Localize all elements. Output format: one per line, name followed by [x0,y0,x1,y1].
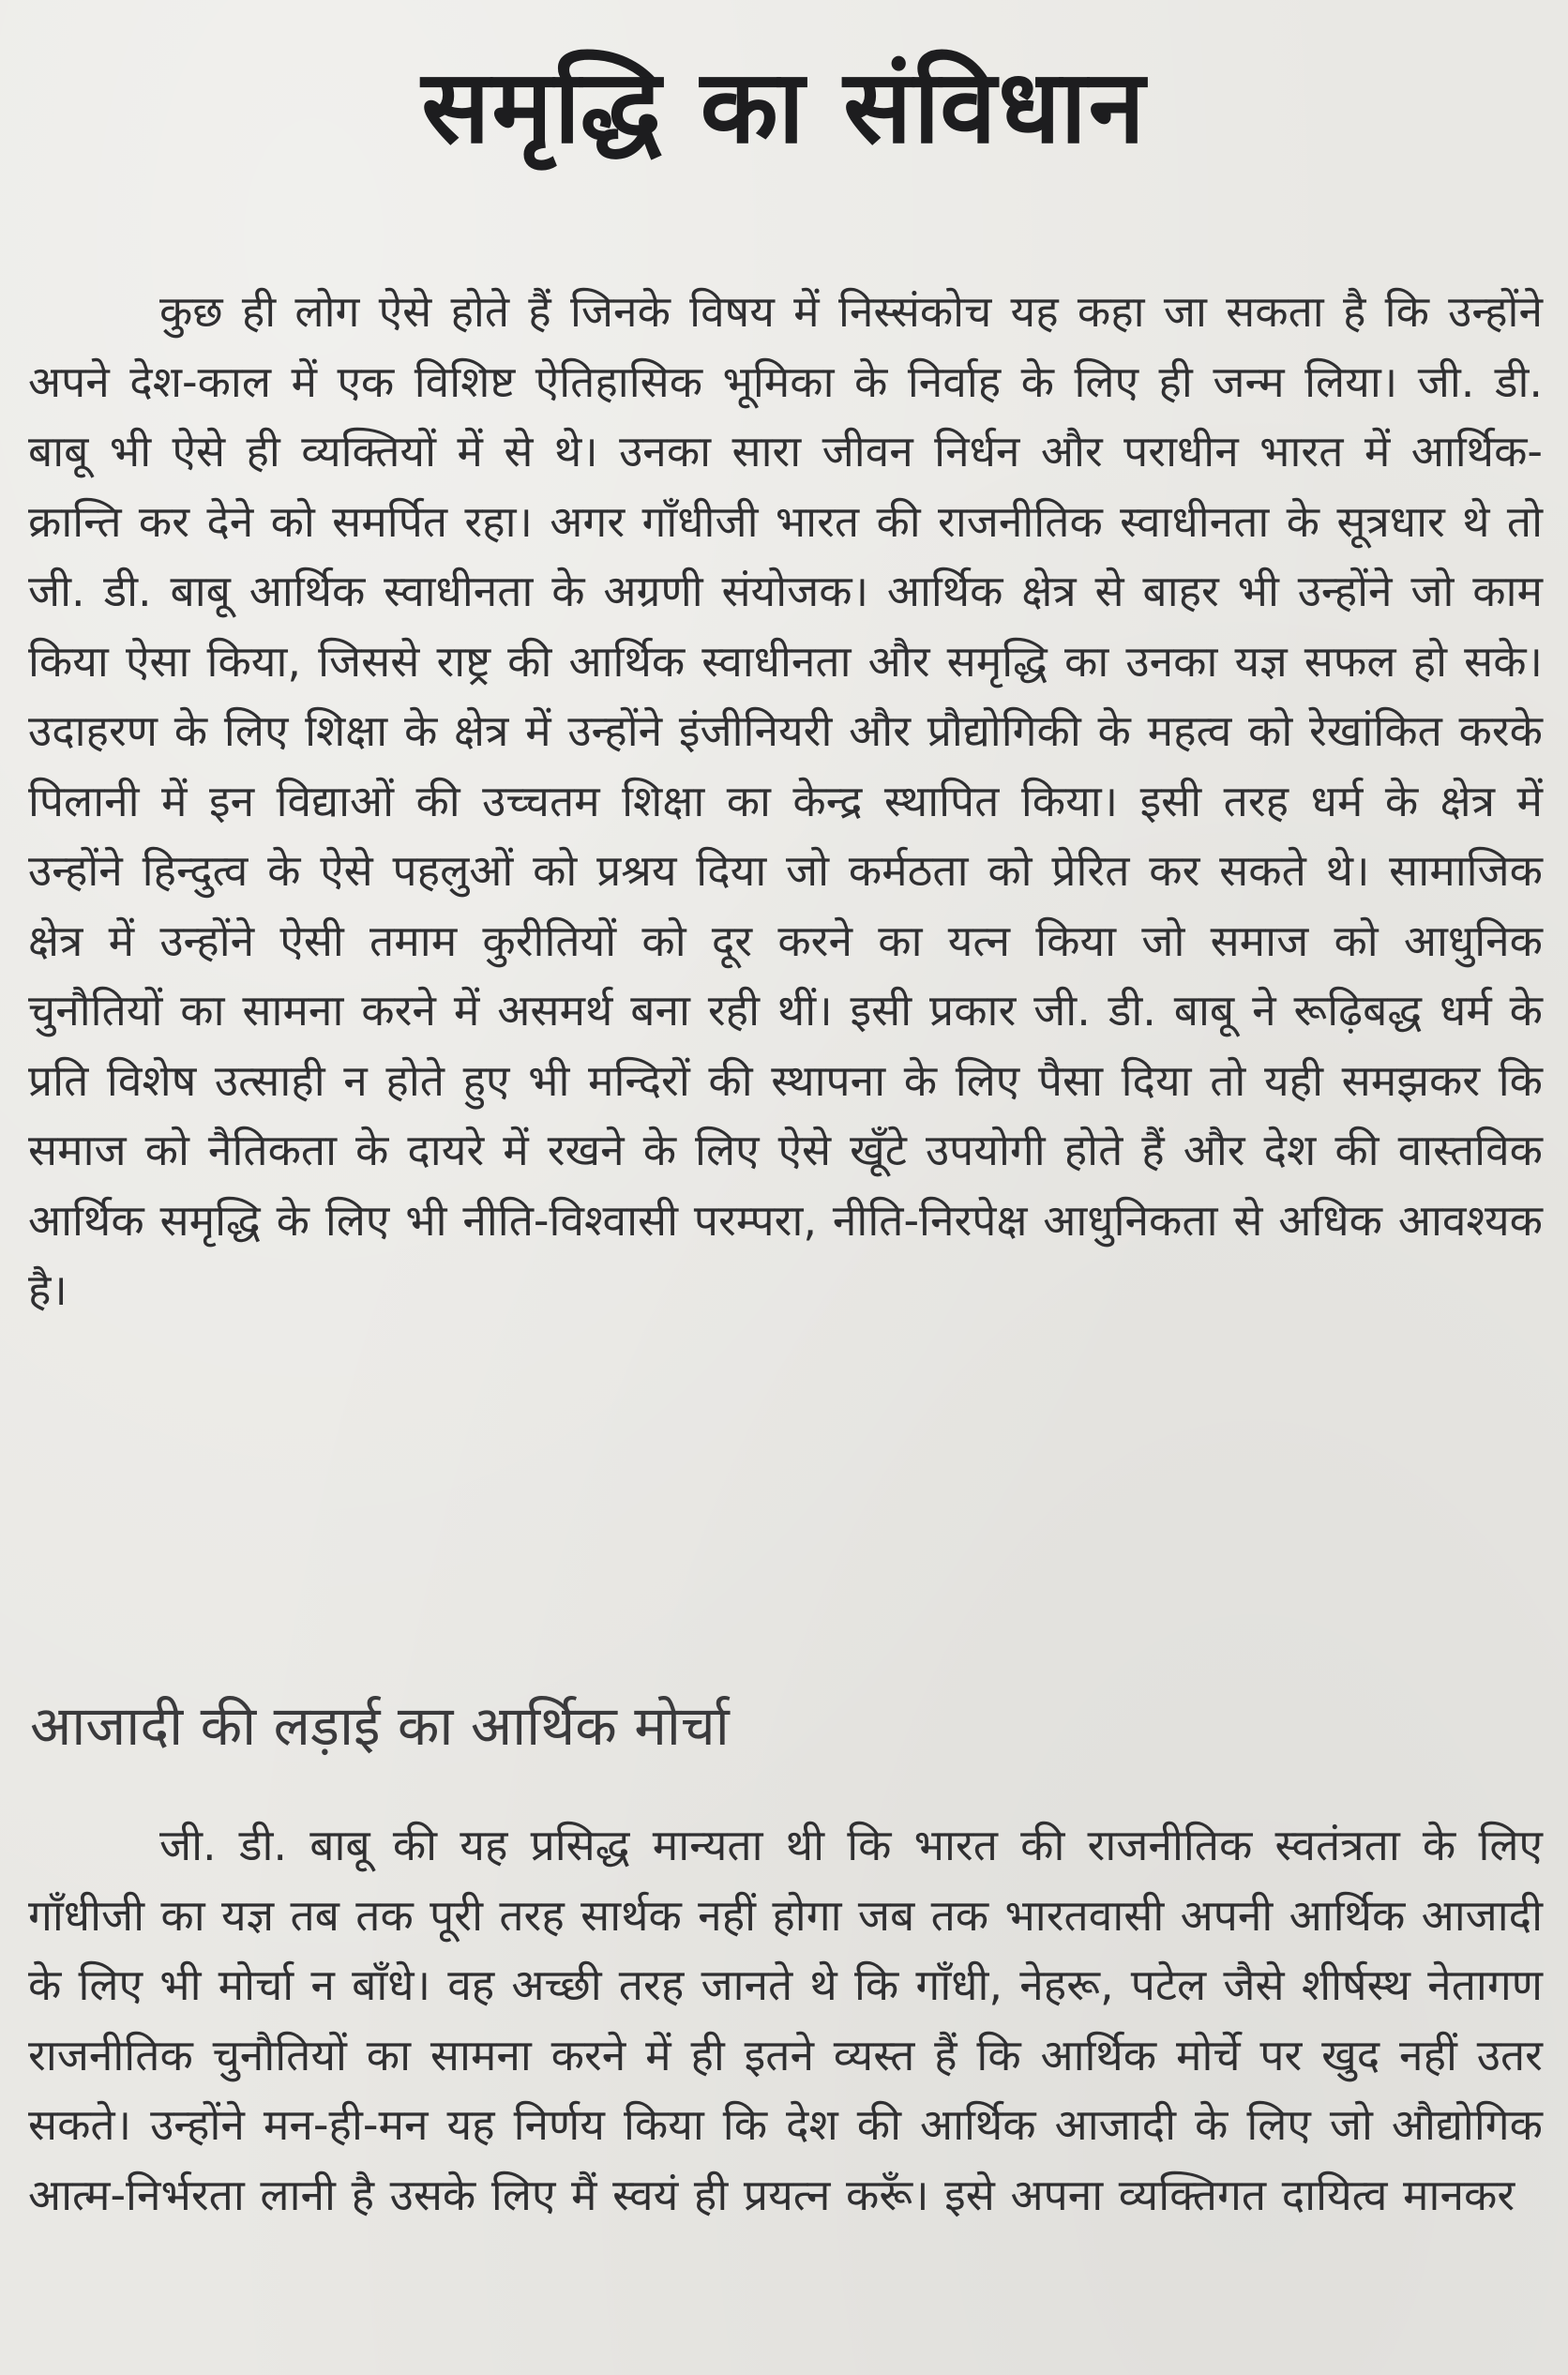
section-heading: आजादी की लड़ाई का आर्थिक मोर्चा [30,1694,730,1758]
body-paragraph-2: जी. डी. बाबू की यह प्रसिद्ध मान्यता थी कि भारत की राजनीतिक स्वतंत्रता के लिए गाँधीजी का यज्ञ तब तक पूरी तरह सार्थक नहीं होगा जब तक भारतवासी अपनी आर्थिक आजादी के लिए भी मोर्चा न बाँधे। वह अच्छी तरह जानते थे कि गाँधी, नेहरू, पटेल जैसे शीर्षस्थ नेतागण राजनीतिक चुनौतियों का सामना करने में ही इतने व्यस्त हैं कि आर्थिक मोर्चे पर खुद नहीं उतर सकते। उन्होंने मन-ही-मन यह निर्णय किया कि देश की आर्थिक आजादी के लिए जो औद्योगिक आत्म-निर्भरता लानी है उसके लिए मैं स्वयं ही प्रयत्न करूँ। इसे अपना व्यक्तिगत दायित्व मानकर [28,1820,1543,2220]
page-title: समृद्धि का संविधान [421,49,1147,166]
body-paragraph-1: कुछ ही लोग ऐसे होते हैं जिनके विषय में निस्संकोच यह कहा जा सकता है कि उन्होंने अपने देश-काल में एक विशिष्ट ऐतिहासिक भूमिका के निर्वाह के लिए ही जन्म लिया। जी. डी. बाबू भी ऐसे ही व्यक्तियों में से थे। उनका सारा जीवन निर्धन और पराधीन भारत में आर्थिक-क्रान्ति कर देने को समर्पित रहा। अगर गाँधीजी भारत की राजनीतिक स्वाधीनता के सूत्रधार थे तो जी. डी. बाबू आर्थिक स्वाधीनता के अग्रणी संयोजक। आर्थिक क्षेत्र से बाहर भी उन्होंने जो काम किया ऐसा किया, जिससे राष्ट्र की आर्थिक स्वाधीनता और समृद्धि का उनका यज्ञ सफल हो सके। उदाहरण के लिए शिक्षा के क्षेत्र में उन्होंने इंजीनियरी और प्रौद्योगिकी के महत्व को रेखांकित करके पिलानी में इन विद्याओं की उच्चतम शिक्षा का केन्द्र स्थापित किया। इसी तरह धर्म के क्षेत्र में उन्होंने हिन्दुत्व के ऐसे पहलुओं को प्रश्रय दिया जो कर्मठता को प्रेरित कर सकते थे। सामाजिक क्षेत्र में उन्होंने ऐसी तमाम कुरीतियों को दूर करने का यत्न किया जो समाज को आधुनिक चुनौतियों का सामना करने में असमर्थ बना रही थीं। इसी प्रकार जी. डी. बाबू ने रूढ़िबद्ध धर्म के प्रति विशेष उत्साही न होते हुए भी मन्दिरों की स्थापना के लिए पैसा दिया तो यही समझकर कि समाज को नैतिकता के दायरे में रखने के लिए ऐसे खूँटे उपयोगी होते हैं और देश की वास्तविक आर्थिक समृद्धि के लिए भी नीति-विश्वासी परम्परा, नीति-निरपेक्ष आधुनिकता से अधिक आवश्यक है। [28,286,1543,1315]
